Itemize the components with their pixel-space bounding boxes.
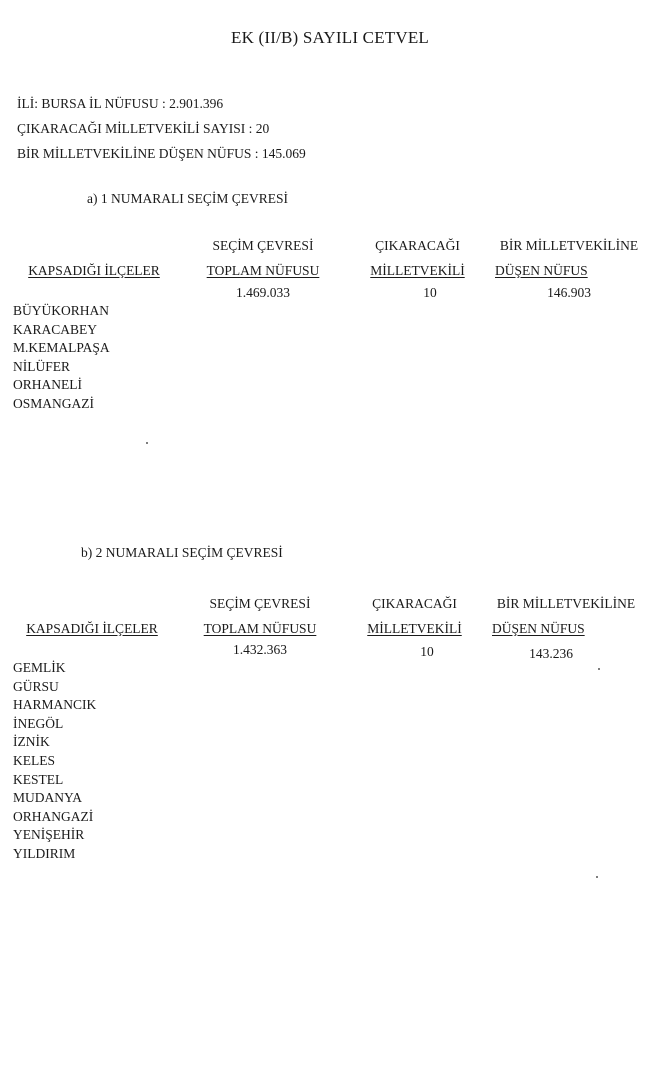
population-header	[190, 591, 330, 641]
population-header-bottom: TOPLAM NÜFUSU	[206, 263, 320, 278]
list-item: KARACABEY	[13, 321, 98, 337]
per-deputy-header-bottom: DÜŞEN NÜFUS	[492, 621, 585, 636]
list-item: MUDANYA	[13, 790, 83, 806]
population-header-top: SEÇİM ÇEVRESİ	[209, 596, 311, 611]
districts-header	[12, 616, 172, 641]
population-per-deputy-line: BİR MİLLETVEKİLİNE DÜŞEN NÜFUS : 145.069	[17, 146, 306, 161]
per-deputy-header-top: BİR MİLLETVEKİLİNE	[499, 238, 639, 253]
district-a-deputies: 10	[423, 285, 437, 300]
district-b-deputies: 10	[420, 644, 434, 659]
province-info-line: İLİ: BURSA İL NÜFUSU : 2.901.396	[17, 96, 224, 111]
document-title: EK (II/B) SAYILI CETVEL	[230, 28, 430, 47]
deputies-header-top: ÇIKARACAĞI	[375, 238, 460, 253]
district-a-population: 1.469.033	[236, 285, 290, 300]
per-deputy-header-bottom: DÜŞEN NÜFUS	[495, 263, 588, 278]
district-a-per-deputy: 146.903	[547, 285, 591, 300]
per-deputy-header	[486, 233, 652, 283]
districts-header	[14, 258, 174, 283]
districts-header-label: KAPSADIĞI İLÇELER	[26, 621, 158, 636]
list-item: KESTEL	[13, 771, 64, 787]
list-item: OSMANGAZİ	[13, 395, 94, 411]
list-item: NİLÜFER	[13, 358, 70, 374]
list-item: KELES	[13, 752, 55, 768]
deputies-header	[355, 233, 480, 283]
speck-mark	[146, 442, 148, 444]
list-item: YENİŞEHİR	[13, 827, 85, 843]
deputies-header-top: ÇIKARACAĞI	[372, 596, 457, 611]
deputies-header	[352, 591, 477, 641]
list-item: İNEGÖL	[13, 715, 64, 731]
list-item: İZNİK	[13, 734, 50, 750]
list-item: ORHANGAZİ	[13, 808, 94, 824]
list-item: M.KEMALPAŞA	[13, 340, 110, 356]
population-header-top: SEÇİM ÇEVRESİ	[212, 238, 314, 253]
per-deputy-header-top: BİR MİLLETVEKİLİNE	[496, 596, 636, 611]
list-item: ORHANELİ	[13, 377, 82, 393]
list-item: GÜRSU	[13, 678, 59, 694]
population-header-bottom: TOPLAM NÜFUSU	[203, 621, 317, 636]
list-item: GEMLİK	[13, 660, 66, 675]
district-b-per-deputy: 143.236	[529, 646, 573, 661]
deputy-count-line: ÇIKARACAĞI MİLLETVEKİLİ SAYISI : 20	[17, 121, 270, 136]
district-b-list	[13, 659, 96, 864]
district-a-list	[13, 302, 110, 414]
per-deputy-header	[483, 591, 649, 641]
deputies-header-bottom: MİLLETVEKİLİ	[370, 263, 465, 278]
list-item: YILDIRIM	[13, 845, 76, 861]
list-item: BÜYÜKORHAN	[13, 303, 110, 318]
list-item: HARMANCIK	[13, 697, 97, 713]
district-b-title: b) 2 NUMARALI SEÇİM ÇEVRESİ	[81, 545, 283, 560]
population-header	[193, 233, 333, 283]
speck-mark	[598, 668, 600, 670]
speck-mark	[596, 876, 598, 878]
district-b-population: 1.432.363	[233, 642, 287, 657]
deputies-header-bottom: MİLLETVEKİLİ	[367, 621, 462, 636]
district-a-title: a) 1 NUMARALI SEÇİM ÇEVRESİ	[87, 191, 288, 206]
districts-header-label: KAPSADIĞI İLÇELER	[28, 263, 160, 278]
